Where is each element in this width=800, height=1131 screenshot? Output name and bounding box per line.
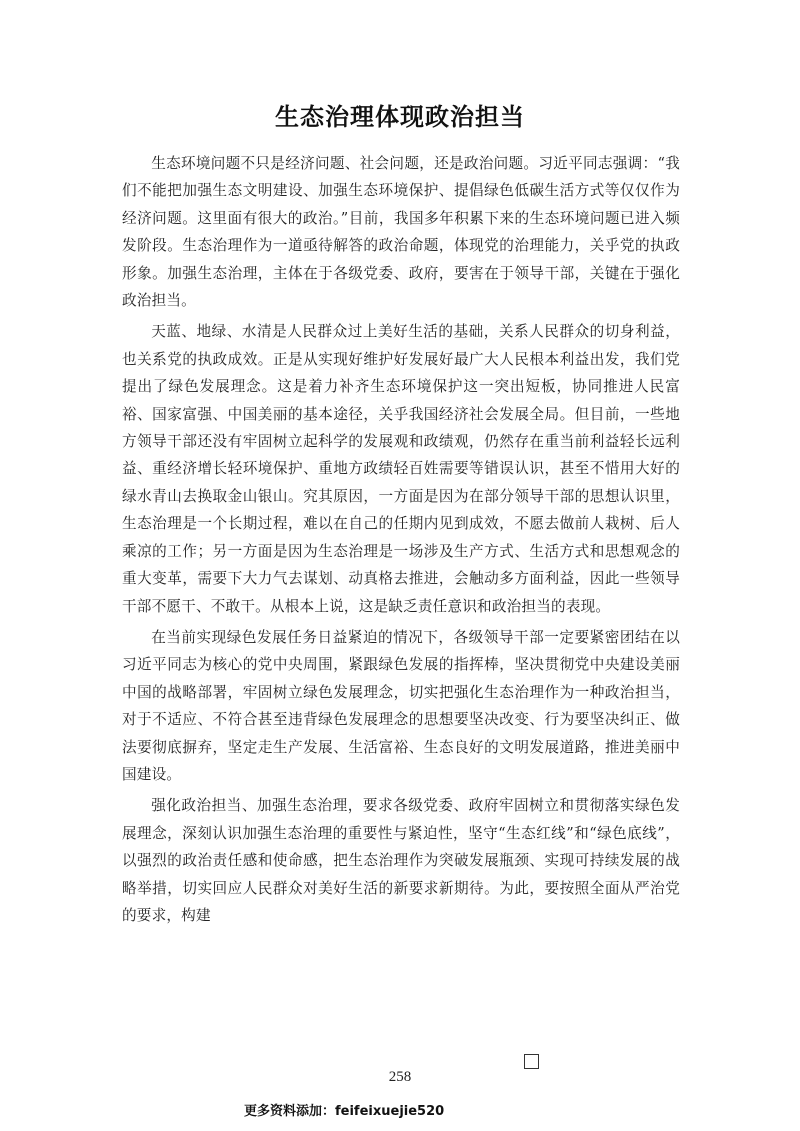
article-body bbox=[122, 150, 680, 933]
paragraph-4: 强化政治担当、加强生态治理，要求各级党委、政府牢固树立和贯彻落实绿色发展理念，深刻认识加强生态治理的重要性与紧迫性，坚守“生态红线”和“绿色底线”，以强烈的政治责任感和使命感，把生态治理作为突破发展瓶颈、实现可持续发展的战略举措，切实回应人民群众对美好生活的新要求新期待。为此，要按照全面从严治党的要求，构建 bbox=[122, 797, 680, 924]
page-number: 258 bbox=[388, 1069, 412, 1085]
paragraph-2: 天蓝、地绿、水清是人民群众过上美好生活的基础，关系人民群众的切身利益，也关系党的执政成效。正是从实现好维护好发展好最广大人民根本利益出发，我们党提出了绿色发展理念。这是着力补齐生态环境保护这一突出短板，协同推进人民富裕、国家富强、中国美丽的基本途径，关乎我国经济社会发展全局。但目前，一些地方领导干部还没有牢固树立起科学的发展观和政绩观，仍然存在重当前利益轻长远利益、重经济增长轻环境保护、重地方政绩轻百姓需要等错误认识，甚至不惜用大好的绿水青山去换取金山银山。究其原因，一方面是因为在部分领导干部的思想认识里，生态治理是一个长期过程，难以在自己的任期内见到成效，不愿去做前人栽树、后人乘凉的工作；另一方面是因为生态治理是一场涉及生产方式、生活方式和思想观念的重大变革，需要下大力气去谋划、动真格去推进，会触动多方面利益，因此一些领导干部不愿干、不敢干。从根本上说，这是缺乏责任意识和政治担当的表现。 bbox=[122, 323, 680, 615]
checkbox[interactable] bbox=[524, 1054, 539, 1069]
page-title: 生态治理体现政治担当 bbox=[275, 103, 525, 131]
footer-note: 更多资料添加：feifeixuejie520 bbox=[244, 1104, 445, 1119]
paragraph-1: 生态环境问题不只是经济问题、社会问题，还是政治问题。习近平同志强调：“我们不能把加强生态文明建设、加强生态环境保护、提倡绿色低碳生活方式等仅仅作为经济问题。这里面有很大的政治。”目前，我国多年积累下来的生态环境问题已进入频发阶段。生态治理作为一道亟待解答的政治命题，体现党的治理能力，关乎党的执政形象。加强生态治理，主体在于各级党委、政府，要害在于领导干部，关键在于强化政治担当。 bbox=[122, 155, 680, 310]
paragraph-3: 在当前实现绿色发展任务日益紧迫的情况下，各级领导干部一定要紧密团结在以习近平同志为核心的党中央周围，紧跟绿色发展的指挥棒，坚决贯彻党中央建设美丽中国的战略部署，牢固树立绿色发展理念，切实把强化生态治理作为一种政治担当，对于不适应、不符合甚至违背绿色发展理念的思想要坚决改变、行为要坚决纠正、做法要彻底摒弃，坚定走生产发展、生活富裕、生态良好的文明发展道路，推进美丽中国建设。 bbox=[122, 628, 680, 783]
